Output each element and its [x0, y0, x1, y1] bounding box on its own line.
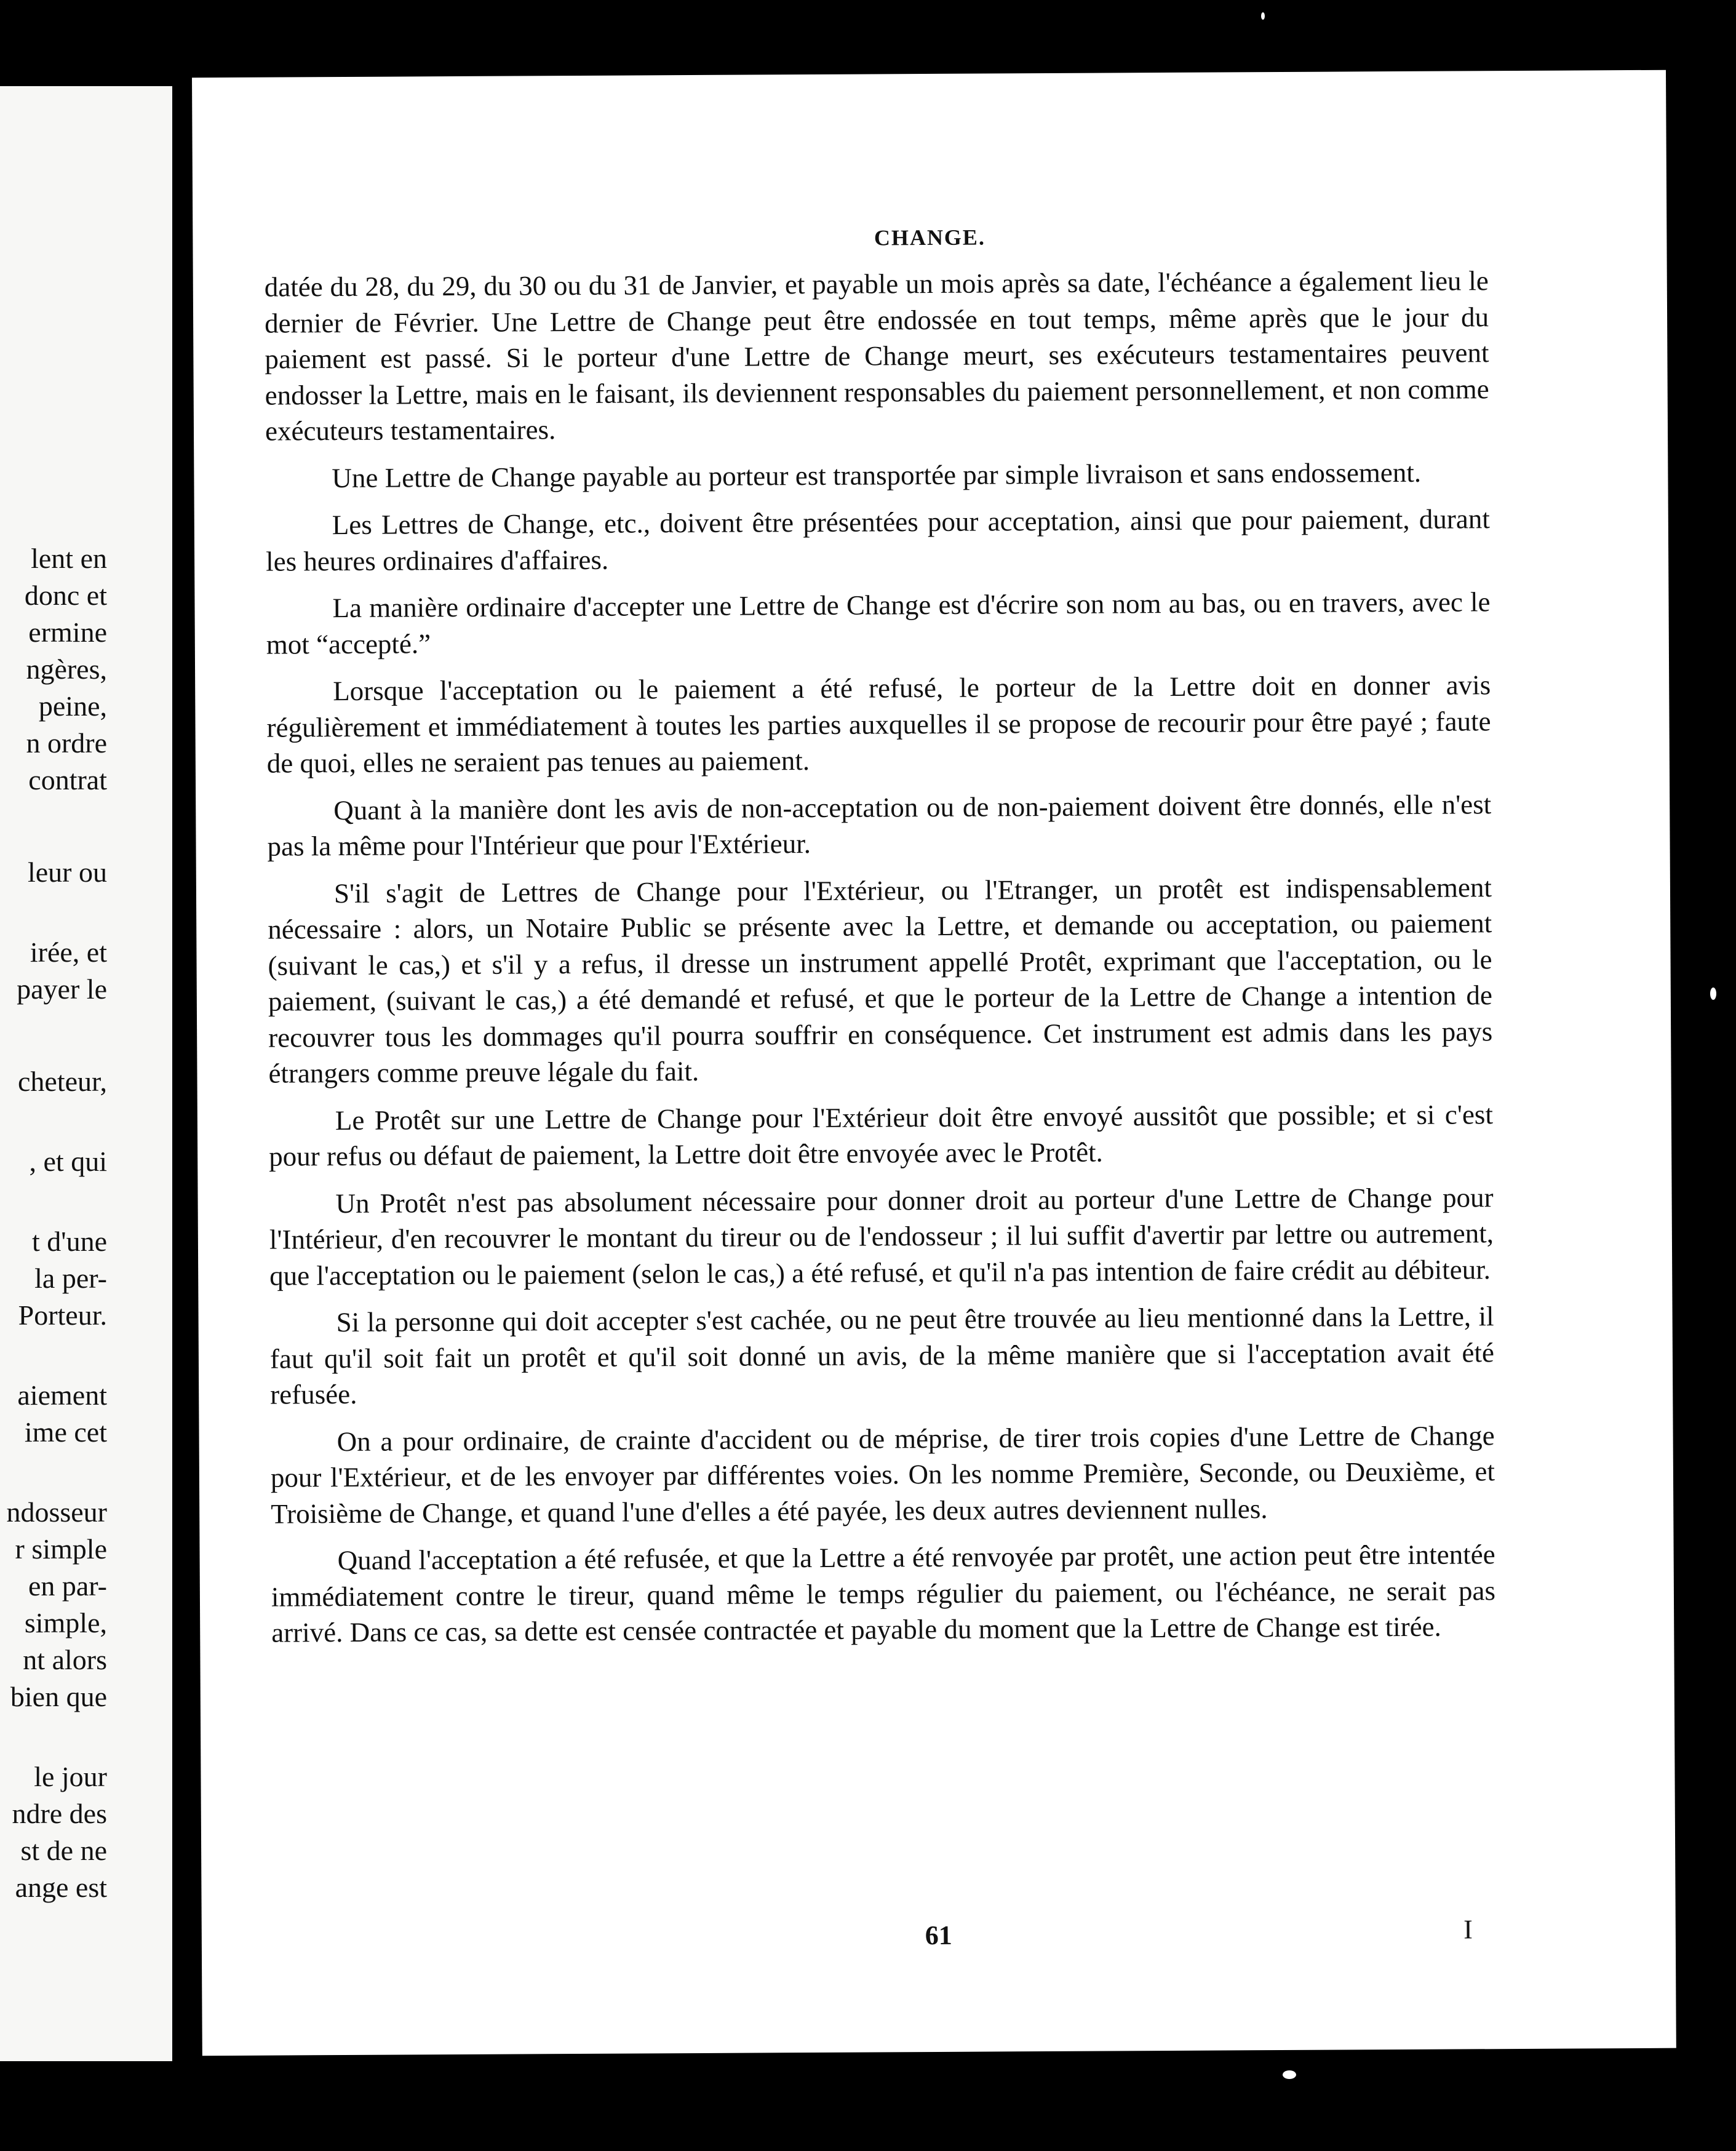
- left-page-line-fragment: ndosseur: [6, 1496, 107, 1528]
- paragraph: S'il s'agit de Lettres de Change pour l'Extérieur, ou l'Etranger, un protêt est indispensablement nécessaire : alors, un Notaire Public se présente avec la Lettre, et demande ou acceptation, ou paiement (suivant le cas,) et s'il y a refus, il dresse un instrument appellé Protêt, exprimant que l'acceptation, ou le paiement, (suivant le cas,) a été demandé et refusé, et que le porteur de la Lettre de Change a intention de recouvrer tous les dommages qu'il pourra souffrir en conséquence. Cet instrument est admis dans les pays étrangers comme preuve légale du fait.: [268, 871, 1493, 1089]
- left-page-line-fragment: leur ou: [27, 856, 107, 888]
- left-page-line-fragment: t d'une: [32, 1226, 107, 1257]
- left-page-line-fragment: la per-: [34, 1263, 107, 1294]
- page-number: 61: [925, 1920, 952, 1951]
- left-page-line-fragment: donc et: [24, 580, 107, 611]
- scan-speck: [1261, 12, 1265, 20]
- left-page-line-fragment: simple,: [24, 1607, 107, 1638]
- left-page-line-fragment: le jour: [34, 1761, 107, 1792]
- running-head: CHANGE.: [874, 225, 985, 250]
- left-page-line-fragment: irée, et: [30, 936, 107, 968]
- left-page-line-fragment: cheteur,: [17, 1066, 107, 1097]
- left-page-line-fragment: st de ne: [20, 1835, 107, 1866]
- left-page-line-fragment: ange est: [15, 1872, 107, 1903]
- signature-mark: I: [1463, 1914, 1473, 1945]
- left-page-line-fragment: , et qui: [29, 1146, 107, 1177]
- scan-speck: [1283, 2070, 1296, 2079]
- left-page-line-fragment: lent en: [31, 543, 107, 574]
- left-page-line-fragment: ermine: [28, 617, 107, 648]
- left-page-line-fragment: bien que: [10, 1681, 107, 1712]
- left-page-line-fragment: r simple: [15, 1533, 107, 1565]
- paragraph: Le Protêt sur une Lettre de Change pour l'Extérieur doit être envoyé aussitôt que possible; et si c'est pour refus ou défaut de paiement, la Lettre doit être envoyée avec le Protêt.: [269, 1098, 1493, 1172]
- left-page-line-fragment: peine,: [38, 690, 107, 722]
- left-page-line-fragment: aiement: [17, 1379, 107, 1411]
- paragraph: datée du 28, du 29, du 30 ou du 31 de Janvier, et payable un mois après sa date, l'échéance a également lieu le dernier de Février. Une Lettre de Change peut être endossée en tout temps, même après que le jour du paiement est passé. Si le porteur d'une Lettre de Change meurt, ses exécuteurs testamentaires peuvent endosser la Lettre, mais en le faisant, ils deviennent responsables du paiement personnellement, et non comme exécuteurs testamentaires.: [264, 265, 1489, 447]
- left-page-line-fragment: ime cet: [24, 1416, 107, 1448]
- left-page-line-fragment: en par-: [28, 1570, 107, 1602]
- paragraph: Quand l'acceptation a été refusée, et que la Lettre a été renvoyée par protêt, une action peut être intentée immédiatement contre le tireur, quand même le temps régulier du paiement, ou l'échéance, ne serait pas arrivé. Dans ce cas, sa dette est censée contractée et payable du moment que la Lettre de Change est tirée.: [271, 1539, 1496, 1648]
- scan-speck: [1710, 988, 1716, 1000]
- left-page-line-fragment: contrat: [28, 764, 107, 796]
- left-page-line-fragment: n ordre: [26, 727, 107, 759]
- paragraph: On a pour ordinaire, de crainte d'accident ou de méprise, de tirer trois copies d'une Lettre de Change pour l'Extérieur, et de les envoyer par différentes voies. On les nomme Première, Seconde, ou Deuxième, et Troisième de Change, et quand l'une d'elles a été payée, les deux autres deviennent nulles.: [270, 1419, 1495, 1530]
- left-page-line-fragment: Porteur.: [18, 1299, 107, 1331]
- left-page-line-fragment: payer le: [17, 973, 107, 1005]
- left-page-line-fragment: ngères,: [26, 653, 107, 685]
- left-page-line-fragment: ndre des: [12, 1798, 107, 1829]
- paragraph: Une Lettre de Change payable au porteur est transportée par simple livraison et sans endossement.: [332, 457, 1422, 493]
- paragraph: La manière ordinaire d'accepter une Lettre de Change est d'écrire son nom au bas, ou en travers, avec le mot “accepté.”: [266, 586, 1491, 660]
- paragraph: Lorsque l'acceptation ou le paiement a été refusé, le porteur de la Lettre doit en donner avis régulièrement et immédiatement à toutes les parties auxquelles il se propose de recourir pour être payé ; faute de quoi, elles ne seraient pas tenues au paiement.: [266, 669, 1491, 779]
- paragraph: Quant à la manière dont les avis de non-acceptation ou de non-paiement doivent être donnés, elle n'est pas la même pour l'Intérieur que pour l'Extérieur.: [267, 788, 1492, 862]
- left-page-line-fragment: nt alors: [23, 1644, 107, 1675]
- left-facing-page: [0, 86, 172, 2061]
- paragraph: Les Lettres de Change, etc., doivent être présentées pour acceptation, ainsi que pour paiement, durant les heures ordinaires d'affaires.: [266, 503, 1490, 577]
- paragraph: Si la personne qui doit accepter s'est cachée, ou ne peut être trouvée au lieu mentionné dans la Lettre, il faut qu'il soit fait un protêt et qu'il soit donné un avis, de la même manière que si l'acceptation avait été refusée.: [269, 1301, 1495, 1410]
- body-text: [265, 263, 1496, 1662]
- document-page: [192, 70, 1676, 2056]
- paragraph: Un Protêt n'est pas absolument nécessaire pour donner droit au porteur d'une Lettre de Change pour l'Intérieur, d'en recouvrer le montant du tireur ou de l'endosseur ; il lui suffit d'avertir par lettre ou autrement, que l'acceptation ou le paiement (selon le cas,) a été refusé, et qu'il n'a pas intention de faire crédit au débiteur.: [269, 1181, 1494, 1291]
